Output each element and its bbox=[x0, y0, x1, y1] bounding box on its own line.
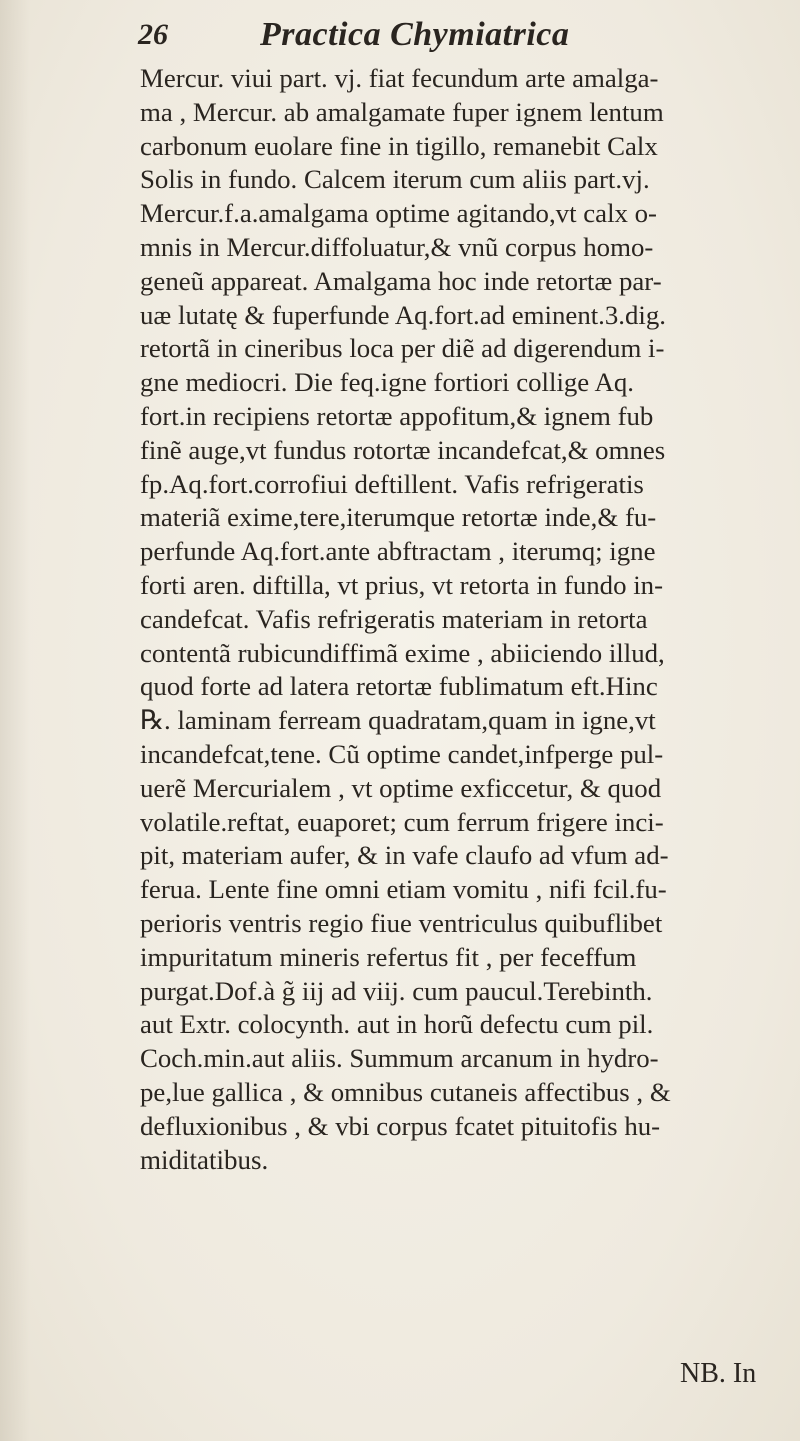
text-line: carbonum euolare fine in tigillo, remanebit Calx bbox=[140, 130, 658, 161]
running-head bbox=[130, 14, 690, 58]
text-line: Mercur. viui part. vj. fiat fecundum arte amalga- bbox=[140, 63, 659, 93]
running-title: Practica Chymiatrica bbox=[260, 16, 570, 53]
text-line: forti aren. diftilla, vt prius, vt retorta in fundo in- bbox=[140, 569, 664, 600]
text-line: contentã rubicundiffimã exime , abiiciendo illud, bbox=[140, 637, 665, 668]
text-line: uæ lutatę & fuperfunde Aq.fort.ad eminent.3.dig. bbox=[140, 299, 667, 330]
text-line: finẽ auge,vt fundus rotortæ incandefcat,& omnes bbox=[140, 434, 666, 465]
text-line: fort.in recipiens retortæ appofitum,& ignem fub bbox=[140, 400, 654, 431]
catchword: NB. In bbox=[680, 1358, 757, 1389]
text-line: perioris ventris regio fiue ventriculus quibuflibet bbox=[140, 907, 663, 938]
text-line: Mercur.f.a.amalgama optime agitando,vt calx o- bbox=[140, 198, 657, 229]
body-text bbox=[140, 62, 780, 1177]
text-line: fp.Aq.fort.corrofiui deftillent. Vafis refrigeratis bbox=[140, 468, 644, 499]
text-line: gne mediocri. Die feq.igne fortiori collige Aq. bbox=[140, 367, 634, 398]
text-line: candefcat. Vafis refrigeratis materiam in retorta bbox=[140, 603, 648, 634]
text-line: geneũ appareat. Amalgama hoc inde retortæ par- bbox=[140, 265, 662, 296]
text-line: quod forte ad latera retortæ fublimatum eft.Hinc bbox=[140, 671, 658, 702]
text-line: impuritatum mineris refertus fit , per feceffum bbox=[140, 941, 637, 972]
text-line: aut Extr. colocynth. aut in horũ defectu cum pil. bbox=[140, 1009, 654, 1040]
text-line: volatile.reftat, euaporet; cum ferrum frigere inci- bbox=[140, 806, 664, 837]
text-line: ℞. laminam ferream quadratam,quam in igne,vt bbox=[140, 705, 656, 736]
text-line: incandefcat,tene. Cũ optime candet,infperge pul- bbox=[140, 738, 664, 769]
text-line: pit, materiam aufer, & in vafe claufo ad vfum ad- bbox=[140, 840, 669, 871]
text-line: Solis in fundo. Calcem iterum cum aliis part.vj. bbox=[140, 164, 650, 195]
text-line: purgat.Dof.à g̃ iij ad viij. cum paucul.Terebinth. bbox=[140, 975, 653, 1006]
text-line: ferua. Lente fine omni etiam vomitu , nifi fcil.fu- bbox=[140, 874, 667, 905]
page-edge-shadow bbox=[0, 0, 30, 1441]
text-line: perfunde Aq.fort.ante abftractam , iterumq; igne bbox=[140, 536, 656, 567]
text-line: materiã exime,tere,iterumque retortæ inde,& fu- bbox=[140, 502, 657, 533]
text-line: defluxionibus , & vbi corpus fcatet pituitofis hu- bbox=[140, 1110, 661, 1141]
text-line: retortã in cineribus loca per diẽ ad digerendum i- bbox=[140, 333, 665, 364]
text-line: miditatibus. bbox=[140, 1144, 269, 1175]
text-line: mnis in Mercur.diffoluatur,& vnũ corpus homo- bbox=[140, 231, 654, 262]
text-line: uerẽ Mercurialem , vt optime exficcetur, & quod bbox=[140, 772, 662, 803]
page-number: 26 bbox=[138, 18, 168, 51]
text-line: pe,lue gallica , & omnibus cutaneis affectibus , & bbox=[140, 1076, 671, 1107]
text-line: Coch.min.aut aliis. Summum arcanum in hydro- bbox=[140, 1043, 659, 1074]
text-line: ma , Mercur. ab amalgamate fuper ignem lentum bbox=[140, 96, 664, 127]
